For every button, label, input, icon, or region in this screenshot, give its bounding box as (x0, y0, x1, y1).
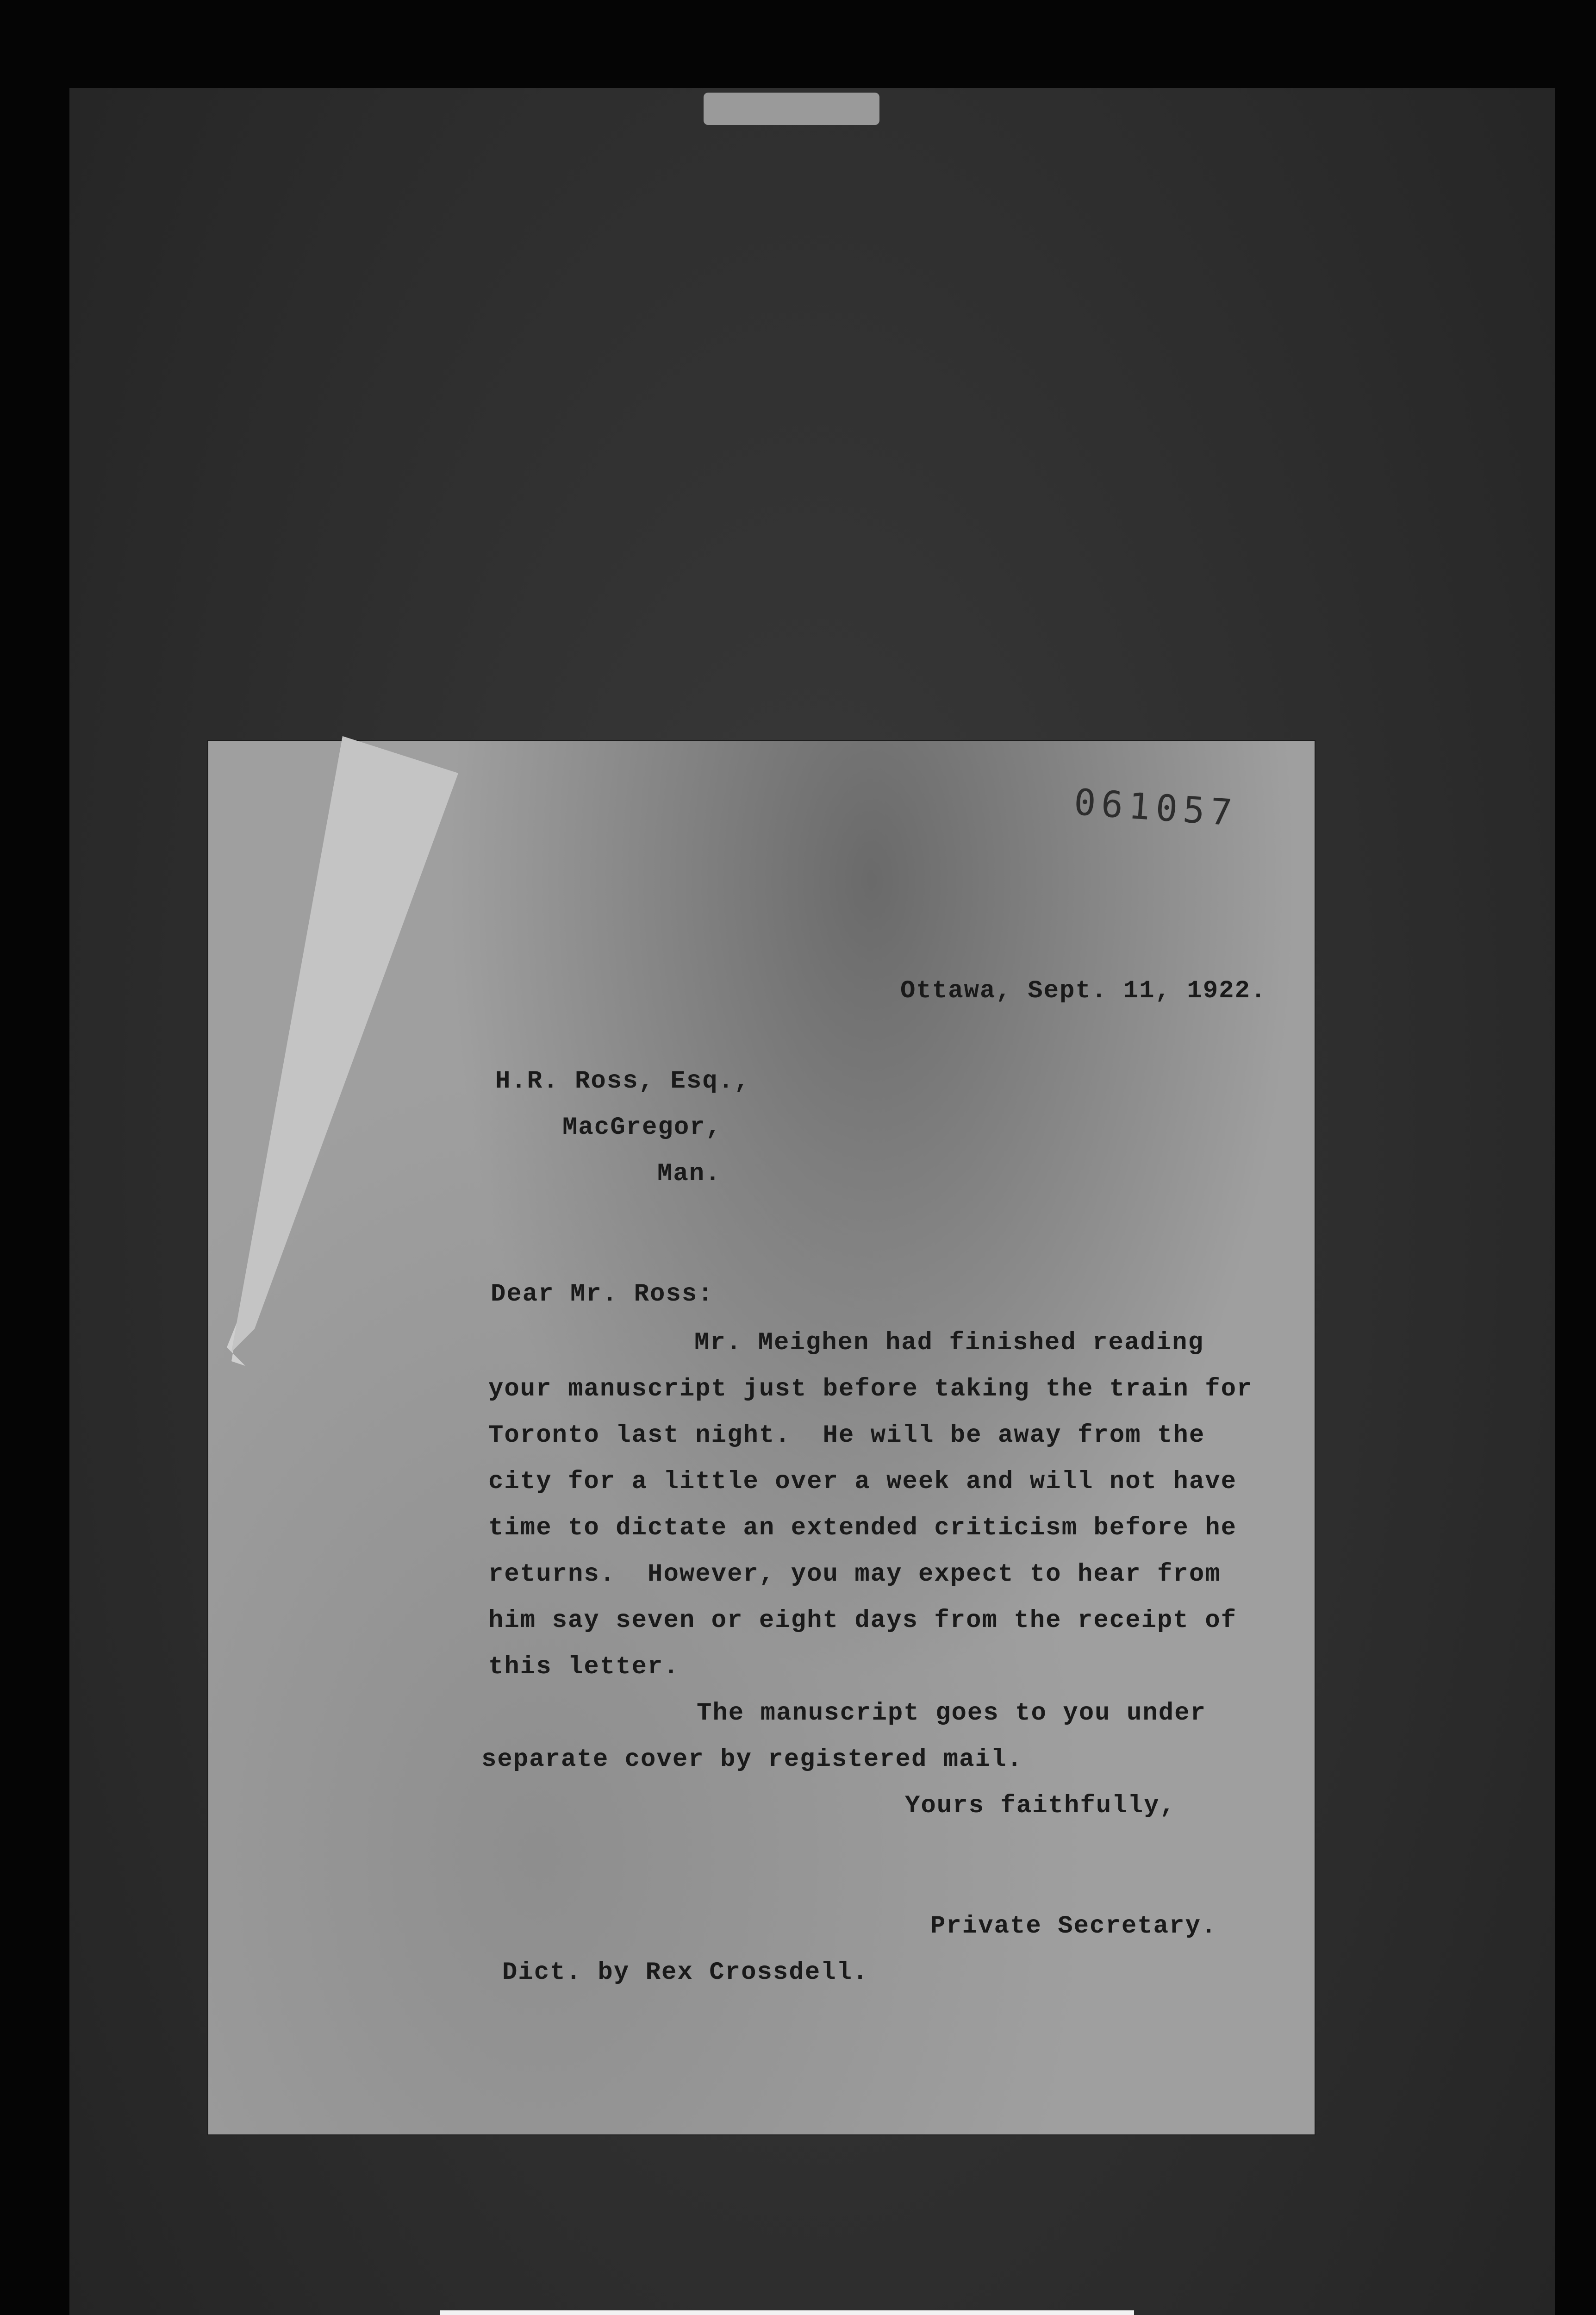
archive-stamp-number: 061057 (1072, 781, 1239, 835)
mount-clip (704, 93, 879, 125)
body-line: Mr. Meighen had finished reading (694, 1329, 1204, 1357)
body-line: separate cover by registered mail. (481, 1746, 1023, 1774)
body-line: this letter. (488, 1653, 680, 1681)
recipient-province: Man. (657, 1160, 721, 1188)
recipient-name: H.R. Ross, Esq., (495, 1067, 750, 1095)
body-line: Toronto last night. He will be away from the (488, 1421, 1205, 1450)
body-line: The manuscript goes to you under (697, 1699, 1206, 1727)
closing: Yours faithfully, (905, 1792, 1176, 1820)
collection-label (440, 2310, 1134, 2315)
body-line: city for a little over a week and will not have (488, 1468, 1237, 1496)
body-line: your manuscript just before taking the train for (488, 1375, 1253, 1403)
body-line: time to dictate an extended criticism before he (488, 1514, 1237, 1542)
signature-title: Private Secretary. (930, 1912, 1217, 1940)
dictation-note: Dict. by Rex Crossdell. (502, 1958, 869, 1987)
body-line: him say seven or eight days from the receipt of (488, 1607, 1237, 1635)
salutation: Dear Mr. Ross: (491, 1280, 714, 1308)
date-line: Ottawa, Sept. 11, 1922. (900, 977, 1267, 1005)
recipient-town: MacGregor, (562, 1114, 722, 1142)
body-line: returns. However, you may expect to hear from (488, 1560, 1221, 1589)
